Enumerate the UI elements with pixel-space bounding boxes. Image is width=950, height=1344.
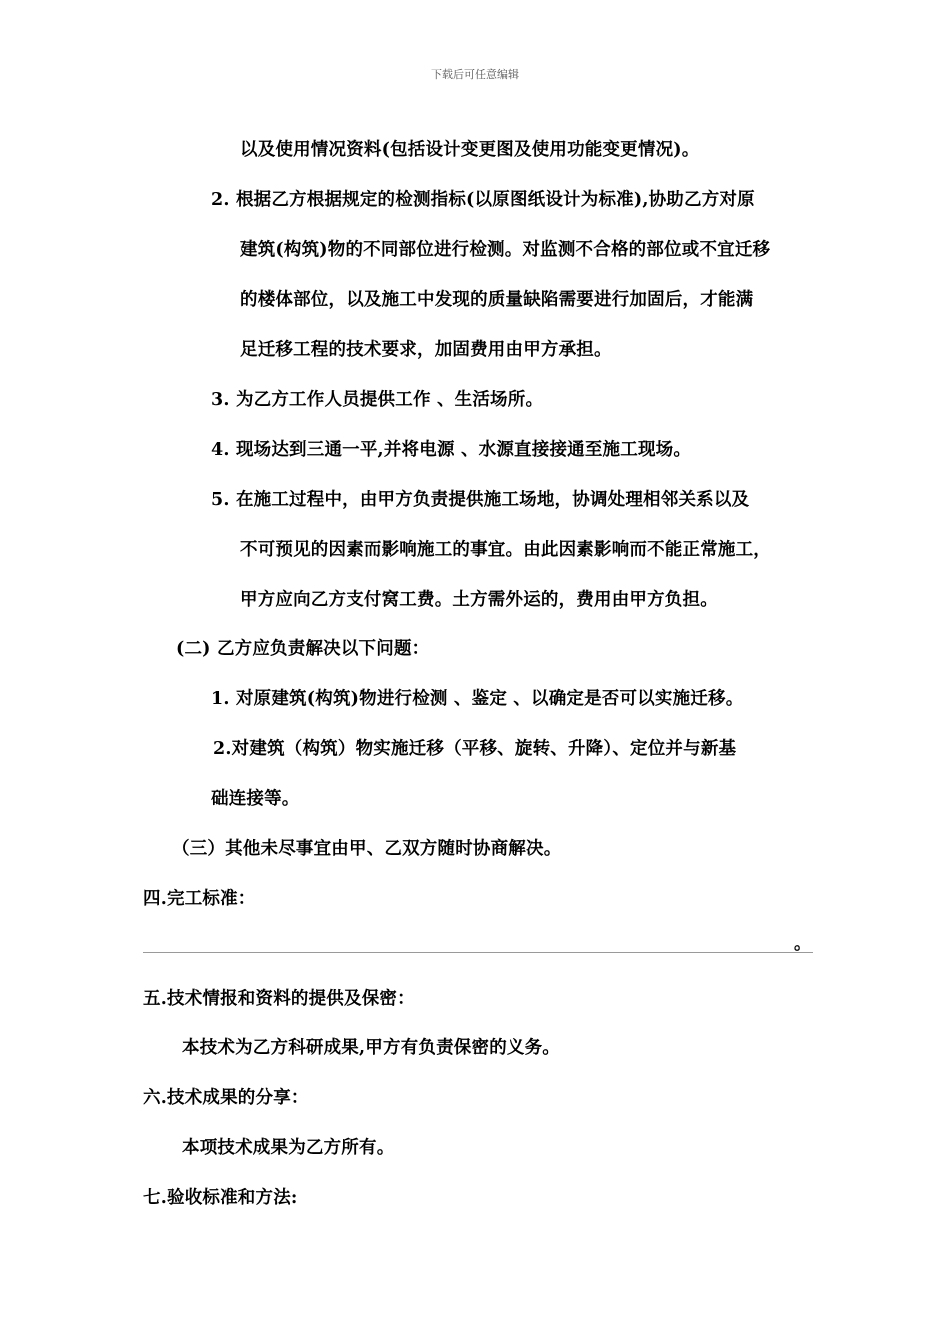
paragraph-line: 以及使用情况资料(包括设计变更图及使用功能变更情况)。 <box>240 140 700 160</box>
list-item-2-line-2: 建筑(构筑)物的不同部位进行检测。对监测不合格的部位或不宜迁移 <box>240 240 771 260</box>
list-item-5-line-1: 5. 在施工过程中，由甲方负责提供施工场地，协调处理相邻关系以及 <box>211 490 750 510</box>
section-heading-4: 四.完工标准： <box>143 889 256 909</box>
list-item-2-line-1: 2. 根据乙方根据规定的检测指标(以原图纸设计为标准),协助乙方对原 <box>211 190 755 210</box>
page-header-note: 下载后可任意编辑 <box>431 68 519 81</box>
fill-in-blank-line <box>143 952 813 953</box>
section-5-text: 本技术为乙方科研成果,甲方有负责保密的义务。 <box>182 1038 560 1058</box>
list-item-2-line-4: 足迁移工程的技术要求，加固费用由甲方承担。 <box>240 340 612 360</box>
section-heading-5: 五.技术情报和资料的提供及保密： <box>143 989 415 1009</box>
subsection-heading-3: （三）其他未尽事宜由甲、乙双方随时协商解决。 <box>172 839 562 859</box>
list-item-2-line-3: 的楼体部位，以及施工中发现的质量缺陷需要进行加固后，才能满 <box>240 290 754 310</box>
blank-end-mark: 。 <box>794 934 811 954</box>
party-b-item-1: 1. 对原建筑(构筑)物进行检测 、鉴定 、以确定是否可以实施迁移。 <box>211 689 744 709</box>
subsection-heading-2: (二) 乙方应负责解决以下问题： <box>176 639 430 659</box>
list-item-4: 4. 现场达到三通一平,并将电源 、水源直接接通至施工现场。 <box>211 440 692 460</box>
party-b-item-2-line-2: 础连接等。 <box>211 789 300 809</box>
list-item-3: 3. 为乙方工作人员提供工作 、生活场所。 <box>211 390 544 410</box>
list-item-5-line-2: 不可预见的因素而影响施工的事宜。由此因素影响而不能正常施工， <box>240 540 771 560</box>
section-heading-7: 七.验收标准和方法: <box>143 1188 298 1208</box>
section-heading-6: 六.技术成果的分享： <box>143 1088 309 1108</box>
list-item-5-line-3: 甲方应向乙方支付窝工费。土方需外运的，费用由甲方负担。 <box>240 590 718 610</box>
section-6-text: 本项技术成果为乙方所有。 <box>182 1138 395 1158</box>
party-b-item-2-line-1: 2.对建筑（构筑）物实施迁移（平移、旋转、升降）、定位并与新基 <box>213 739 737 759</box>
